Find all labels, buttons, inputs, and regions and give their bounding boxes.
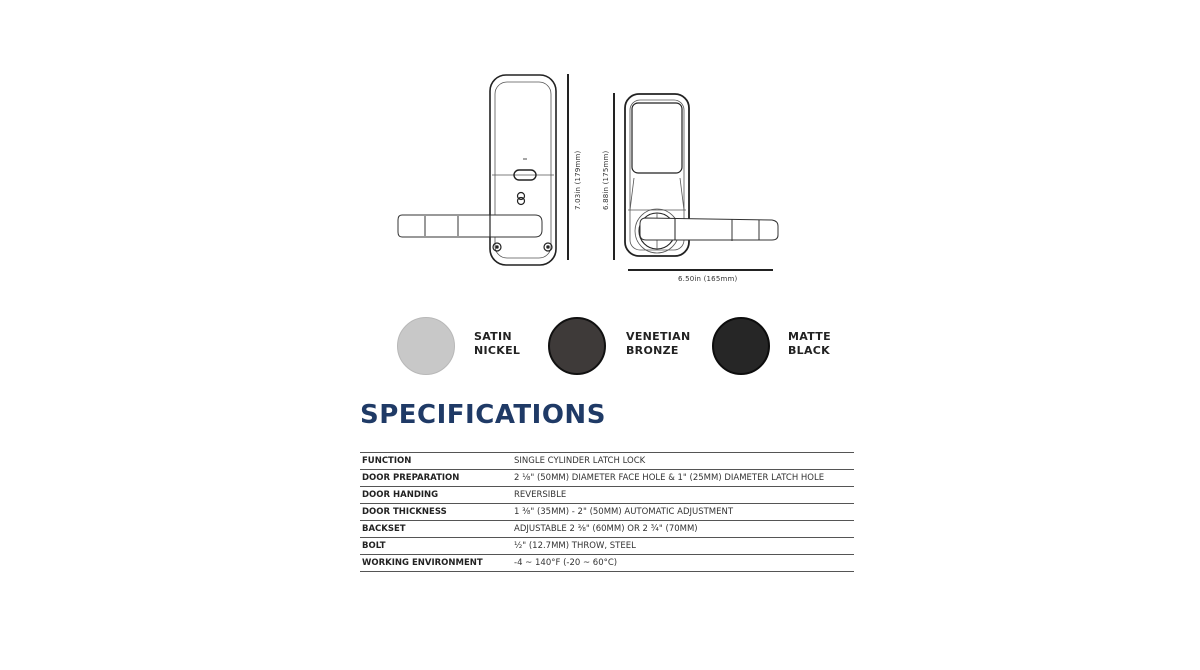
finish-label-line1: VENETIAN	[626, 330, 691, 343]
spec-key: DOOR HANDING	[360, 487, 512, 504]
finish-label-line2: BRONZE	[626, 344, 679, 357]
lock-line-drawing-icon	[360, 60, 860, 300]
spec-value: 2 ⅛" (50MM) DIAMETER FACE HOLE & 1" (25MM) DIAMETER LATCH HOLE	[512, 470, 854, 487]
table-row	[360, 555, 854, 572]
venetian-bronze-label	[626, 330, 690, 358]
specifications-table	[360, 452, 854, 572]
table-row	[360, 487, 854, 504]
specifications-title: SPECIFICATIONS	[360, 400, 606, 430]
front-view-width-label: 6.50in (165mm)	[678, 275, 738, 283]
table-row	[360, 470, 854, 487]
matte-black-label	[788, 330, 831, 358]
satin-nickel-label	[474, 330, 520, 358]
spec-value: -4 ~ 140°F (-20 ~ 60°C)	[512, 555, 854, 572]
table-row	[360, 504, 854, 521]
front-view-height-label: 6.88in (175mm)	[602, 150, 610, 210]
spec-key: DOOR PREPARATION	[360, 470, 512, 487]
spec-value: REVERSIBLE	[512, 487, 854, 504]
spec-key: BACKSET	[360, 521, 512, 538]
table-row	[360, 538, 854, 555]
spec-value: ADJUSTABLE 2 ⅜" (60MM) OR 2 ¾" (70MM)	[512, 521, 854, 538]
lock-dimension-diagram	[360, 60, 860, 300]
venetian-bronze-swatch	[548, 317, 606, 375]
finish-label-line1: MATTE	[788, 330, 831, 343]
finish-label-line2: NICKEL	[474, 344, 521, 357]
finish-label-line1: SATIN	[474, 330, 512, 343]
spec-value: 1 ⅜" (35MM) - 2" (50MM) AUTOMATIC ADJUSTMENT	[512, 504, 854, 521]
spec-value: SINGLE CYLINDER LATCH LOCK	[512, 453, 854, 470]
spec-value: ½" (12.7MM) THROW, STEEL	[512, 538, 854, 555]
table-row	[360, 453, 854, 470]
finish-label-line2: BLACK	[788, 344, 831, 357]
satin-nickel-swatch	[397, 317, 455, 375]
table-row	[360, 521, 854, 538]
spec-key: BOLT	[360, 538, 512, 555]
matte-black-swatch	[712, 317, 770, 375]
spec-key: FUNCTION	[360, 453, 512, 470]
back-view-height-label: 7.03in (179mm)	[574, 150, 582, 210]
spec-key: WORKING ENVIRONMENT	[360, 555, 512, 572]
spec-key: DOOR THICKNESS	[360, 504, 512, 521]
